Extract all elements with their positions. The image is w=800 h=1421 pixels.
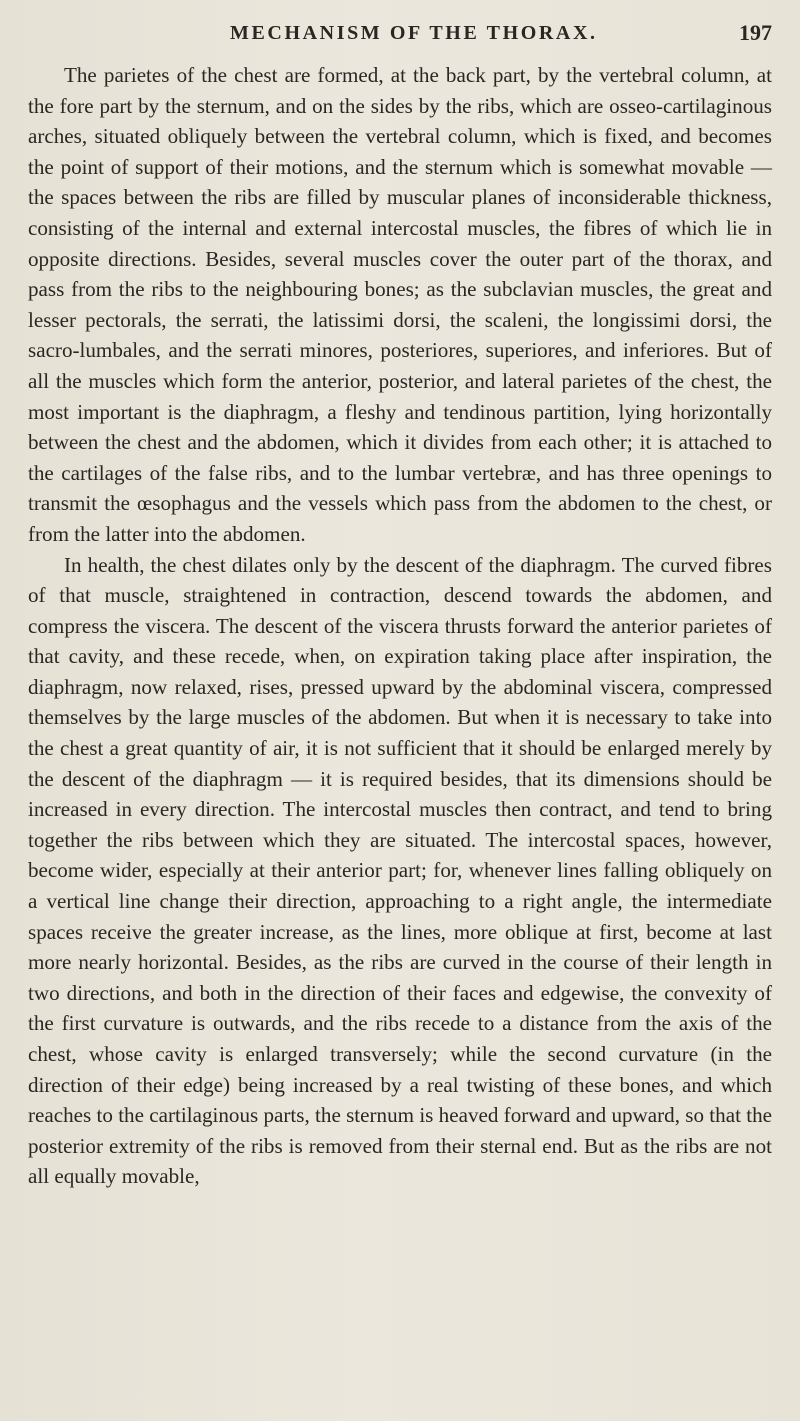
- body-text: [28, 60, 772, 1192]
- paragraph: The parietes of the chest are formed, at the back part, by the vertebral column, at the fore part by the sternum, and on the sides by the ribs, which are osseo-cartilaginous arches, situated obliquely between the vertebral column, which is fixed, and becomes the point of support of their motions, and the sternum which is somewhat movable — the spaces between the ribs are filled by muscular planes of inconsiderable thickness, consisting of the internal and external intercostal muscles, the fibres of which lie in opposite directions. Besides, several muscles cover the outer part of the thorax, and pass from the ribs to the neighbouring bones; as the subclavian muscles, the great and lesser pectorals, the serrati, the latissimi dorsi, the scaleni, the longissimi dorsi, the sacro-lumbales, and the serrati minores, posteriores, superiores, and inferiores. But of all the muscles which form the anterior, posterior, and lateral parietes of the chest, the most important is the diaphragm, a fleshy and tendinous partition, lying horizontally between the chest and the abdomen, which it divides from each other; it is attached to the cartilages of the false ribs, and to the lumbar vertebræ, and has three openings to transmit the œsophagus and the vessels which pass from the abdomen to the chest, or from the latter into the abdomen.: [28, 63, 772, 546]
- page-number: 197: [739, 20, 772, 45]
- paragraph: In health, the chest dilates only by the descent of the diaphragm. The curved fibres of that muscle, straightened in contraction, descend towards the abdomen, and compress the viscera. The descent of the viscera thrusts forward the anterior parietes of that cavity, and these recede, when, on expiration taking place after inspiration, the diaphragm, now relaxed, rises, pressed upward by the abdominal viscera, compressed themselves by the large muscles of the abdomen. But when it is necessary to take into the chest a great quantity of air, it is not sufficient that it should be enlarged merely by the descent of the diaphragm — it is required besides, that its dimensions should be increased in every direction. The intercostal muscles then contract, and tend to bring together the ribs between which they are situated. The intercostal spaces, however, become wider, especially at their anterior part; for, whenever lines falling obliquely on a vertical line change their direction, approaching to a right angle, the intermediate spaces receive the greater increase, as the lines, more oblique at first, become at last more nearly horizontal. Besides, as the ribs are curved in the course of their length in two directions, and both in the direction of their faces and edgewise, the convexity of the first curvature is outwards, and the ribs recede to a distance from the axis of the chest, whose cavity is enlarged transversely; while the second curvature (in the direction of their edge) being increased by a real twisting of these bones, and which reaches to the cartilaginous parts, the sternum is heaved forward and upward, so that the posterior extremity of the ribs is removed from their sternal end. But as the ribs are not all equally movable,: [28, 552, 772, 1189]
- running-title: MECHANISM OF THE THORAX.: [230, 22, 598, 44]
- running-head: [90, 18, 772, 52]
